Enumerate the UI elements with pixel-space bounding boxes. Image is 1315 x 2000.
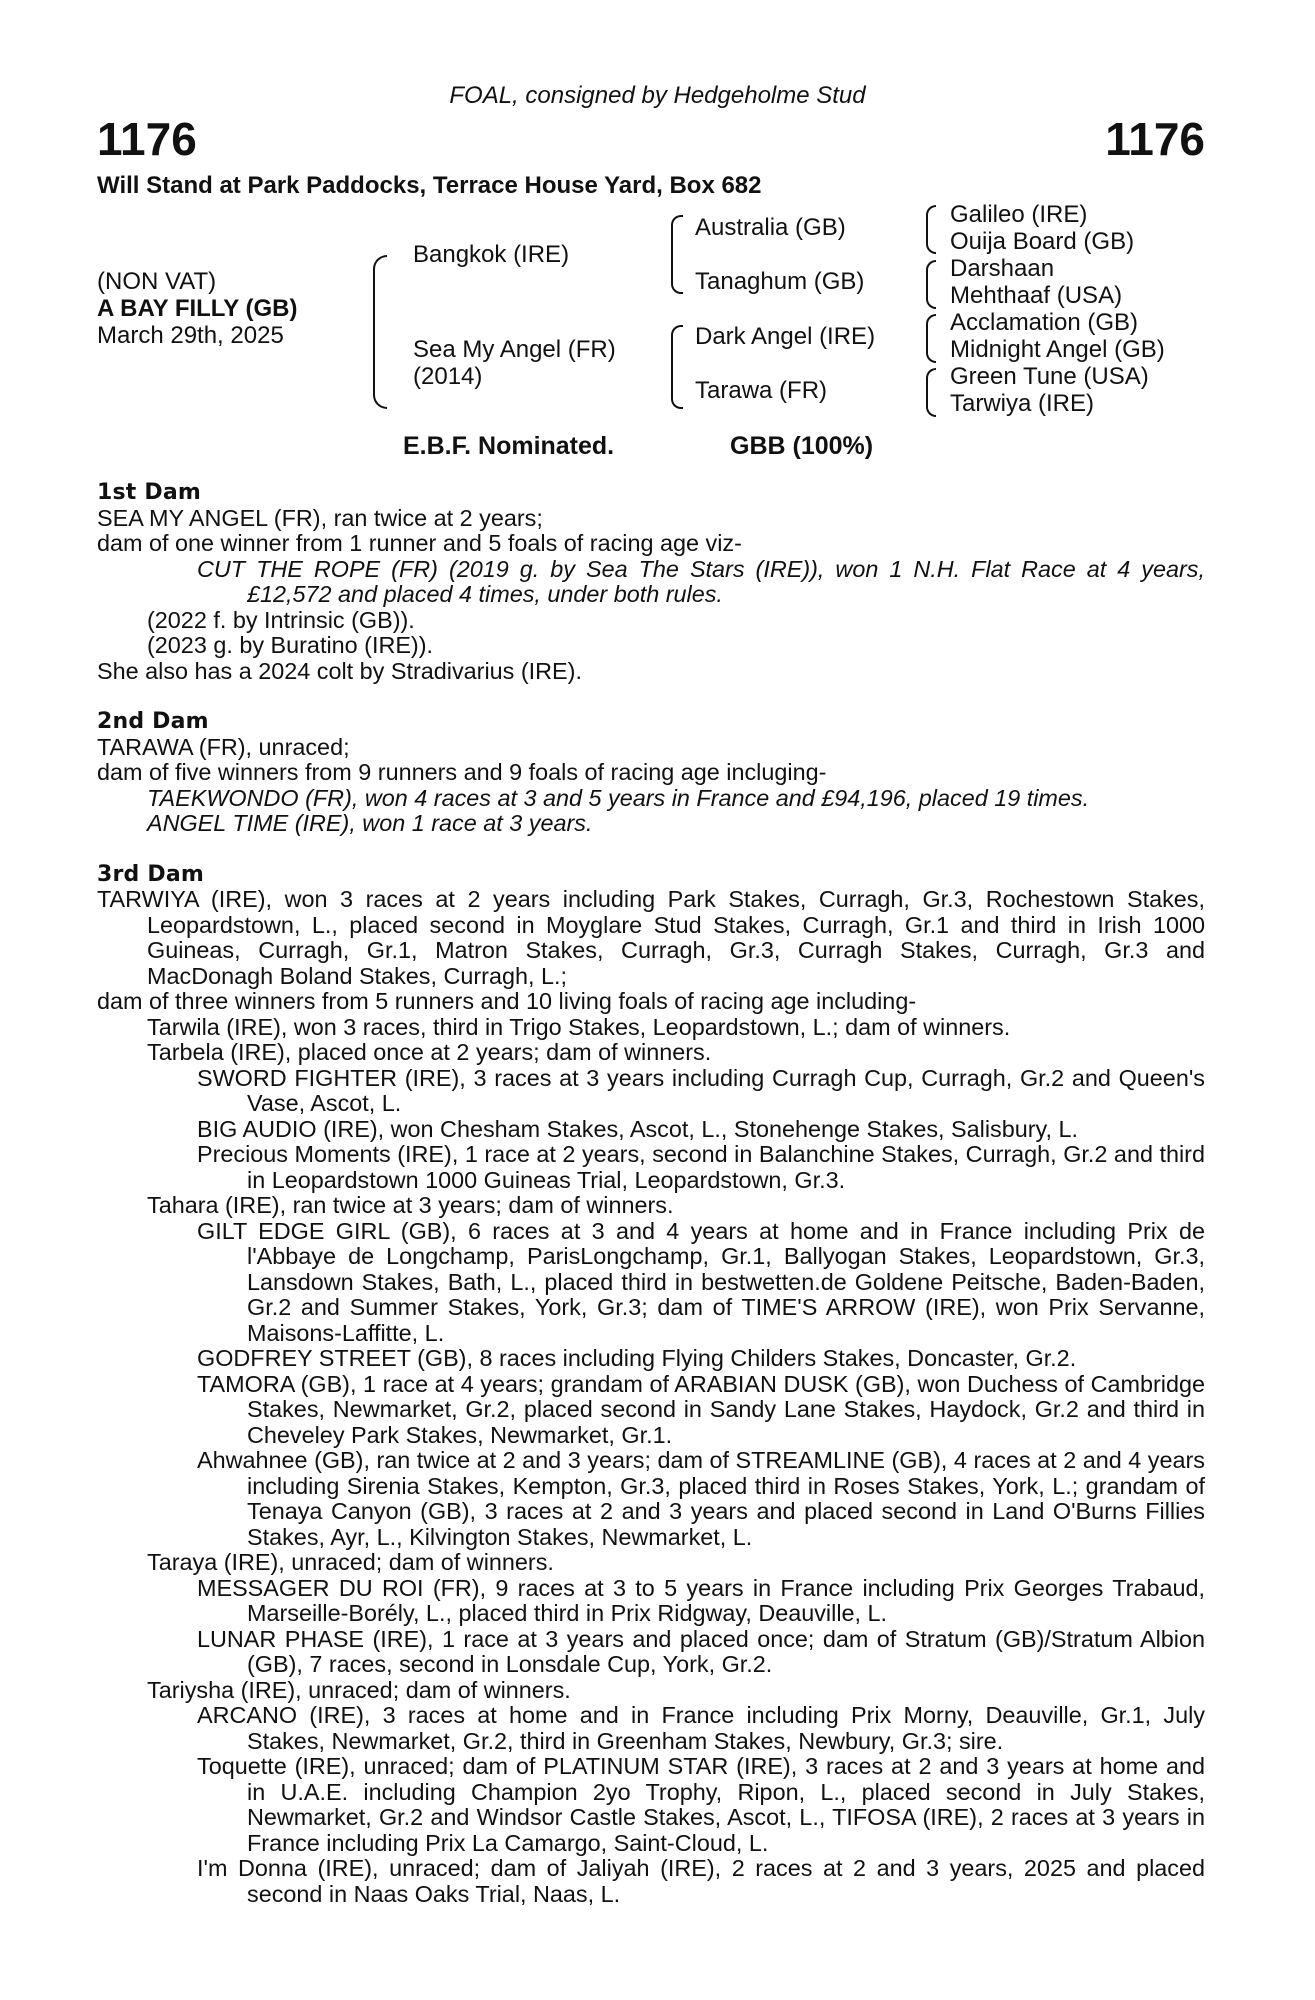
third-dam-grandproduce: BIG AUDIO (IRE), won Chesham Stakes, Ascot, L., Stonehenge Stakes, Salisbury, L. bbox=[197, 1115, 1079, 1142]
first-dam-produce: CUT THE ROPE (FR) (2019 g. by Sea The Stars (IRE)), won 1 N.H. Flat Race at 4 years, £12,572 and placed 4 times, under both rules. bbox=[197, 555, 1205, 607]
third-dam-produce: Tahara (IRE), ran twice at 3 years; dam of winners. bbox=[147, 1192, 674, 1218]
dam-dam-dam: Tarwiya (IRE) bbox=[950, 390, 1095, 417]
third-dam-grandproduce: GODFREY STREET (GB), 8 races including Flying Childers Stakes, Doncaster, Gr.2. bbox=[197, 1345, 1077, 1371]
second-dam-line: TARAWA (FR), unraced; bbox=[97, 733, 350, 760]
brace-dd bbox=[926, 368, 936, 417]
first-dam-line: dam of one winner from 1 runner and 5 foals of racing age viz- bbox=[97, 530, 742, 556]
third-dam-grandproduce: Precious Moments (IRE), 1 race at 2 years, second in Balanchine Stakes, Curragh, Gr.2 and third in Leopardstown 1000 Guineas Trial, Leopardstown, Gr.3. bbox=[197, 1141, 1205, 1193]
third-dam-grandproduce: Toquette (IRE), unraced; dam of PLATINUM STAR (IRE), 3 races at 2 and 3 years at home and in U.A.E. including Champion 2yo Trophy, Ripon, L., placed second in July Stakes, Newmarket, Gr.2 and Windsor Castle Stakes, Ascot, L., TIFOSA (IRE), 2 races at 3 years in France including Prix La Camargo, Saint-Cloud, L. bbox=[197, 1753, 1205, 1856]
dam-sire-sire: Acclamation (GB) bbox=[950, 309, 1139, 336]
third-dam-line: dam of three winners from 5 runners and 10 living foals of racing age including- bbox=[97, 988, 917, 1014]
foal-consignor-line: FOAL, consigned by Hedgeholme Stud bbox=[449, 82, 866, 109]
lot-number-left: 1176 bbox=[97, 113, 197, 165]
first-dam-produce: (2022 f. by Intrinsic (GB)). bbox=[147, 606, 415, 633]
lot-name: A BAY FILLY (GB) bbox=[97, 295, 298, 322]
dam-sire-dam: Midnight Angel (GB) bbox=[950, 336, 1165, 363]
second-dam-line: dam of five winners from 9 runners and 9 foals of racing age incluging- bbox=[97, 759, 827, 785]
dam: Sea My Angel (FR) bbox=[413, 336, 616, 363]
third-dam-produce: Taraya (IRE), unraced; dam of winners. bbox=[147, 1549, 554, 1575]
brace-ss bbox=[926, 205, 936, 254]
third-dam-heading: 3rd Dam bbox=[97, 861, 204, 887]
vat-status: (NON VAT) bbox=[97, 268, 217, 295]
third-dam-grandproduce: SWORD FIGHTER (IRE), 3 races at 3 years including Curragh Cup, Curragh, Gr.2 and Queen's Vase, Ascot, L. bbox=[197, 1064, 1205, 1116]
lot-number-right: 1176 bbox=[1105, 113, 1205, 165]
dam-year: (2014) bbox=[413, 363, 483, 390]
third-dam-section bbox=[97, 862, 1205, 1908]
second-dam-produce: TAEKWONDO (FR), won 4 races at 3 and 5 years in France and £94,196, placed 19 times. bbox=[147, 784, 1090, 811]
third-dam-produce: Tarbela (IRE), placed once at 2 years; dam of winners. bbox=[147, 1039, 712, 1065]
third-dam-grandproduce: MESSAGER DU ROI (FR), 9 races at 3 to 5 years in France including Prix Georges Trabaud, Marseille-Borély, L., placed third in Prix Ridgway, Deauville, L. bbox=[197, 1574, 1205, 1626]
third-dam-line: TARWIYA (IRE), won 3 races at 2 years including Park Stakes, Curragh, Gr.3, Rochestown Stakes, Leopardstown, L., placed second in Moyglare Stud Stakes, Curragh, Gr.1 and third in Irish 1000 Guineas, Curragh, Gr.1, Matron Stakes, Curragh, Gr.3, Curragh Stakes, Curragh, Gr.3 and MacDonagh Boland Stakes, Curragh, L.; bbox=[97, 886, 1205, 989]
third-dam-produce: Tariysha (IRE), unraced; dam of winners. bbox=[147, 1676, 571, 1703]
sire-sire-sire: Galileo (IRE) bbox=[950, 201, 1088, 228]
brace-sire bbox=[671, 215, 683, 294]
third-dam-grandproduce: Ahwahnee (GB), ran twice at 2 and 3 years; dam of STREAMLINE (GB), 4 races at 2 and 4 years including Sirenia Stakes, Kempton, Gr.3, placed third in Roses Stakes, York, L.; grandam of Tenaya Canyon (GB), 3 races at 2 and 3 years and placed second in Land O'Burns Fillies Stakes, Ayr, L., Kilvington Stakes, Newmarket, L. bbox=[197, 1447, 1205, 1550]
date-of-birth: March 29th, 2025 bbox=[97, 322, 284, 349]
first-dam-line: SEA MY ANGEL (FR), ran twice at 2 years; bbox=[97, 504, 543, 531]
first-dam-line: She also has a 2024 colt by Stradivarius (IRE). bbox=[97, 657, 582, 684]
dam-dam-sire: Green Tune (USA) bbox=[950, 363, 1149, 390]
sire-sire-dam: Ouija Board (GB) bbox=[950, 228, 1135, 255]
brace-ds bbox=[926, 314, 936, 363]
third-dam-grandproduce: GILT EDGE GIRL (GB), 6 races at 3 and 4 years at home and in France including Prix de l'Abbaye de Longchamp, ParisLongchamp, Gr.1, Ballyogan Stakes, Leopardstown, Gr.3, Lansdown Stakes, Bath, L., placed third in bestwetten.de Goldene Peitsche, Baden-Baden, Gr.2 and Summer Stakes, York, Gr.3; dam of TIME'S ARROW (IRE), won Prix Servanne, Maisons-Laffitte, L. bbox=[197, 1217, 1205, 1346]
sire: Bangkok (IRE) bbox=[413, 241, 570, 268]
second-dam-produce: ANGEL TIME (IRE), won 1 race at 3 years. bbox=[147, 810, 593, 836]
brace-main bbox=[373, 255, 387, 409]
brace-dam bbox=[671, 325, 683, 409]
catalogue-body bbox=[97, 480, 1205, 1907]
dam-sire: Dark Angel (IRE) bbox=[695, 323, 876, 350]
second-dam-heading: 2nd Dam bbox=[97, 709, 209, 734]
third-dam-grandproduce: LUNAR PHASE (IRE), 1 race at 3 years and placed once; dam of Stratum (GB)/Stratum Albion (GB), 7 races, second in Lonsdale Cup, York, Gr.2. bbox=[197, 1625, 1205, 1677]
sire-sire: Australia (GB) bbox=[695, 214, 846, 241]
first-dam-produce: (2023 g. by Buratino (IRE)). bbox=[147, 632, 434, 658]
third-dam-grandproduce: TAMORA (GB), 1 race at 4 years; grandam of ARABIAN DUSK (GB), won Duchess of Cambridge Stakes, Newmarket, Gr.2, placed second in Sandy Lane Stakes, Haydock, Gr.2 and third in Cheveley Park Stakes, Newmarket, Gr.1. bbox=[197, 1370, 1205, 1448]
sire-dam: Tanaghum (GB) bbox=[695, 268, 865, 295]
stand-location: Will Stand at Park Paddocks, Terrace House Yard, Box 682 bbox=[97, 172, 762, 199]
brace-sd bbox=[926, 260, 936, 309]
sire-dam-dam: Mehthaaf (USA) bbox=[950, 282, 1123, 309]
third-dam-produce: Tarwila (IRE), won 3 races, third in Trigo Stakes, Leopardstown, L.; dam of winners. bbox=[147, 1013, 1011, 1040]
first-dam-heading: 1st Dam bbox=[97, 480, 202, 505]
third-dam-grandproduce: ARCANO (IRE), 3 races at home and in France including Prix Morny, Deauville, Gr.1, July Stakes, Newmarket, Gr.2, third in Greenham Stakes, Newbury, Gr.3; sire. bbox=[197, 1702, 1205, 1754]
third-dam-grandproduce: I'm Donna (IRE), unraced; dam of Jaliyah (IRE), 2 races at 2 and 3 years, 2025 and placed second in Naas Oaks Trial, Naas, L. bbox=[197, 1855, 1205, 1907]
second-dam-section bbox=[97, 709, 1205, 837]
sire-dam-sire: Darshaan bbox=[950, 255, 1055, 282]
ebf-nominated: E.B.F. Nominated. bbox=[403, 432, 615, 460]
gbb-status: GBB (100%) bbox=[730, 432, 874, 460]
first-dam-section bbox=[97, 480, 1205, 684]
dam-dam: Tarawa (FR) bbox=[695, 377, 828, 404]
